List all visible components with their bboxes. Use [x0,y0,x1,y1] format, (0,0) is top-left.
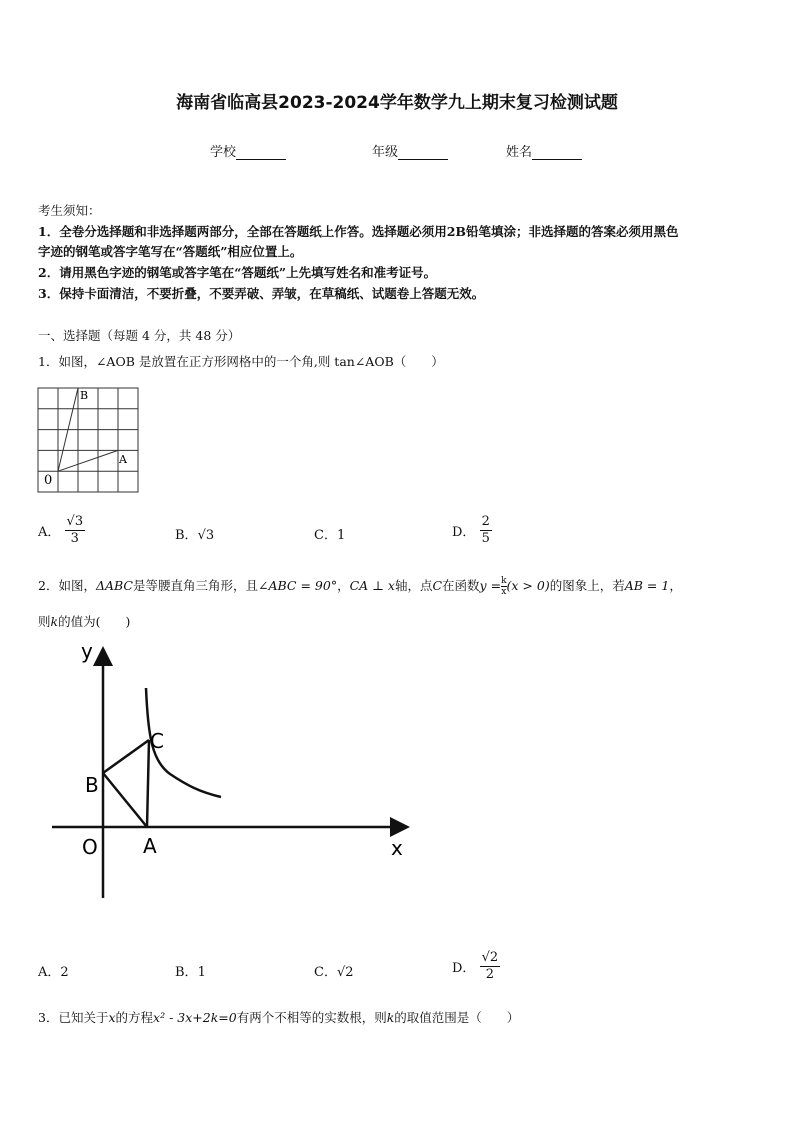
grade-blank [398,145,448,160]
notice-item-1: 1．全卷分选择题和非选择题两部分，全部在答题纸上作答。选择题必须用2B铅笔填涂；非选择题的答案必须用黑色 [38,224,679,239]
segment-ba [103,773,147,827]
label-y: y [81,639,93,663]
label-a: A [119,453,127,466]
name-blank [532,145,582,160]
q1-option-b[interactable]: B．√3 [175,528,215,543]
notice-heading: 考生须知： [38,203,101,218]
q1-option-d[interactable]: D． $\frac{2}{5}$ [452,514,490,546]
segment-bc [103,740,149,773]
segment-ca [147,740,149,827]
label-o: O [82,835,98,859]
q1-option-c[interactable]: C．1 [314,528,346,543]
q2-text: 2．如图，ΔABC是等腰直角三角形，且∠ABC = 90°，CA ⊥ x轴，点C在函数y = $\frac{k}{x}$ (x > 0)的图象上，若AB = 1， [38,576,682,597]
q3-text: 3．已知关于x的方程x² - 3x+2k=0有两个不相等的实数根，则k的取值范围是（ ） [38,1010,520,1025]
school-field [210,141,286,160]
school-blank [236,145,286,160]
name-field [506,141,582,160]
notice-item-3: 3．保持卡面清洁，不要折叠，不要弄破、弄皱，在草稿纸、试题卷上答题无效。 [38,286,485,301]
grade-field [372,141,448,160]
label-b: B [85,773,99,797]
q2-option-c[interactable]: C．√2 [314,965,354,980]
notice-item-2: 2．请用黑色字迹的钢笔或答字笔在“答题纸”上先填写姓名和准考证号。 [38,265,437,280]
q2-option-b[interactable]: B．1 [175,965,206,980]
grade-label: 年级 [372,145,399,160]
school-label: 学校 [210,145,237,160]
q2-text-line2: 则k的值为( ) [38,614,131,629]
q2-option-d[interactable]: D． $\frac{√2}{2}$ [452,950,499,982]
label-x: x [391,836,403,860]
label-b: B [80,389,89,402]
q1-text: 1．如图，∠AOB 是放置在正方形网格中的一个角,则 tan∠AOB（ ） [38,354,444,369]
name-label: 姓名 [506,145,533,160]
label-c: C [150,729,164,753]
q1-option-a[interactable]: A． $\frac{√3}{3}$ [38,514,84,546]
page-title: 海南省临高县2023-2024学年数学九上期末复习检测试题 [176,93,618,113]
label-o: 0 [44,473,53,488]
notice-item-1-cont: 字迹的钢笔或答字笔写在“答题纸”相应位置上。 [38,244,303,259]
ray-oa [58,450,118,471]
q2-function-figure [40,636,420,906]
q2-option-a[interactable]: A．2 [38,965,69,980]
q1-grid-figure [36,386,140,496]
label-a: A [143,834,157,858]
section-heading: 一、选择题（每题 4 分，共 48 分） [38,328,241,343]
